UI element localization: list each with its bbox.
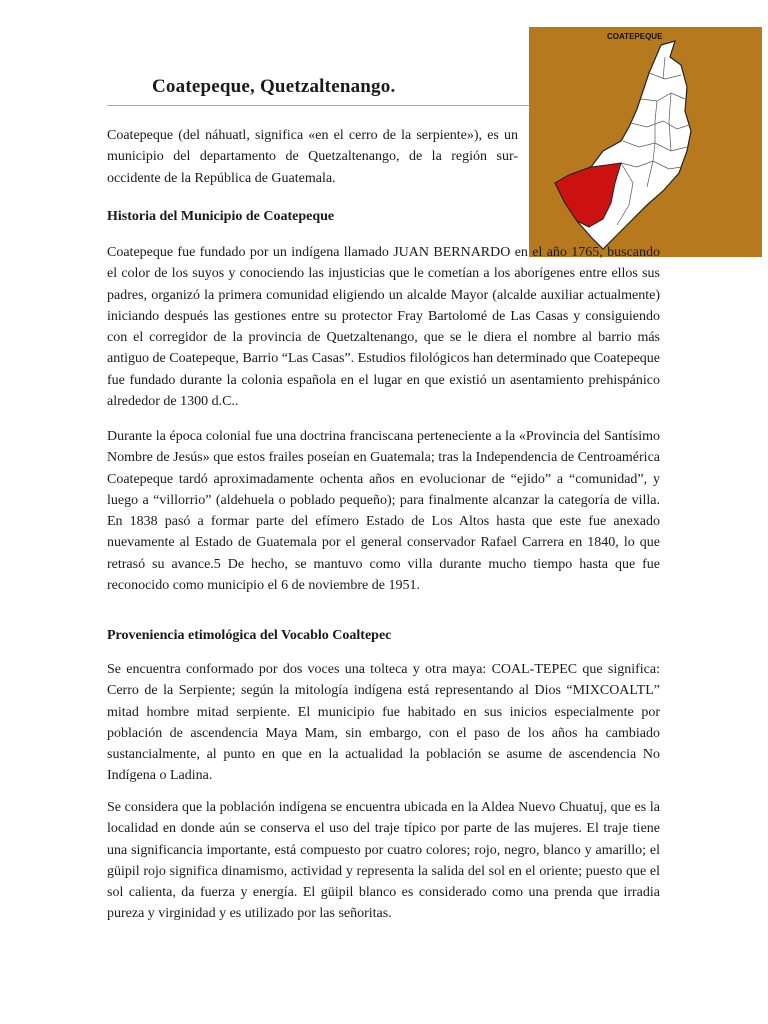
etymology-paragraph-2: Se considera que la población indígena se encuentra ubicada en la Aldea Nuevo Chuatuj, que es la localidad en donde aún se conserva el uso del traje típico por parte de las mujeres. El traje tiene una significancia importante, está compuesto por cuatro colores; rojo, negro, blanco y amarillo; el güipil rojo significa dinamismo, actividad y representa la salida del sol en el oriente; puesto que el sol calienta, da fuerza y energía. El güipil blanco es considerado como una prenda que irradia pureza y virginidad y es utilizado por las señoritas. (107, 800, 660, 922)
municipality-map (529, 27, 762, 257)
title-divider (107, 105, 530, 106)
history-heading: Historia del Municipio de Coatepeque (107, 209, 335, 224)
etymology-paragraph-1: Se encuentra conformado por dos voces una tolteca y otra maya: COAL-TEPEC que significa: Cerro de la Serpiente; según la mitología indígena está representando al Dios “MIXCOALTL” mitad hombre mitad serpiente. El municipio fue habitado en sus inicios especialmente por población de ascendencia Maya Mam, sin embargo, con el paso de los años ha cambiado sustancialmente, al punto en que en la actualidad la población se asume de ascendencia No Indígena o Ladina. (107, 662, 660, 784)
history-paragraph-1-rest: BERNARDO en el año 1765, buscando el color de los suyos y conociendo las injusticias que le cometían a los aborígenes entre ellos sus padres, organizó la primera comunidad eligiendo un alcalde Mayor (alcalde auxiliar actualmente) iniciando después las gestiones entre su protector Fray Bartolomé de Las Casas y consiguiendo con el corregidor de la provincia de Quetzaltenango, que se le diera el nombre al barrio más antiguo de Coatepeque, Barrio “Las Casas”. Estudios filológicos han determinado que Coatepeque fue fundado durante la colonia española en el lugar en que existió un asentamiento prehispánico alrededor de 1300 d.C.. (107, 245, 660, 410)
history-paragraph-1 (107, 242, 660, 412)
page-title: Coatepeque, Quetzaltenango. (152, 76, 396, 97)
etymology-heading: Proveniencia etimológica del Vocablo Coaltepec (107, 628, 392, 643)
intro-paragraph: Coatepeque (del náhuatl, significa «en el cerro de la serpiente»), es un municipio del departamento de Quetzaltenango, de la región sur-occidente de la República de Guatemala. (107, 128, 518, 186)
map-label: COATEPEQUE (607, 32, 663, 41)
history-paragraph-2: Durante la época colonial fue una doctrina franciscana perteneciente a la «Provincia del Santísimo Nombre de Jesús» que estos frailes poseían en Guatemala; tras la Independencia de Centroamérica Coatepeque tardó aproximadamente ochenta años en evolucionar de “ejido” a “comunidad”, y luego a “villorrio” (aldehuela o poblado pequeño); para finalmente alcanzar la categoría de villa. En 1838 pasó a formar parte del efímero Estado de Los Altos hasta que este fue anexado nuevamente al Estado de Guatemala por el general conservador Rafael Carrera en 1840, lo que retrasó su avance.5 De hecho, se mantuvo como villa durante mucho tiempo hasta que fue reconocido como municipio el 6 de noviembre de 1951. (107, 429, 660, 594)
history-paragraph-1-lead: Coatepeque fue fundado por un indígena llamado JUAN (107, 245, 429, 260)
